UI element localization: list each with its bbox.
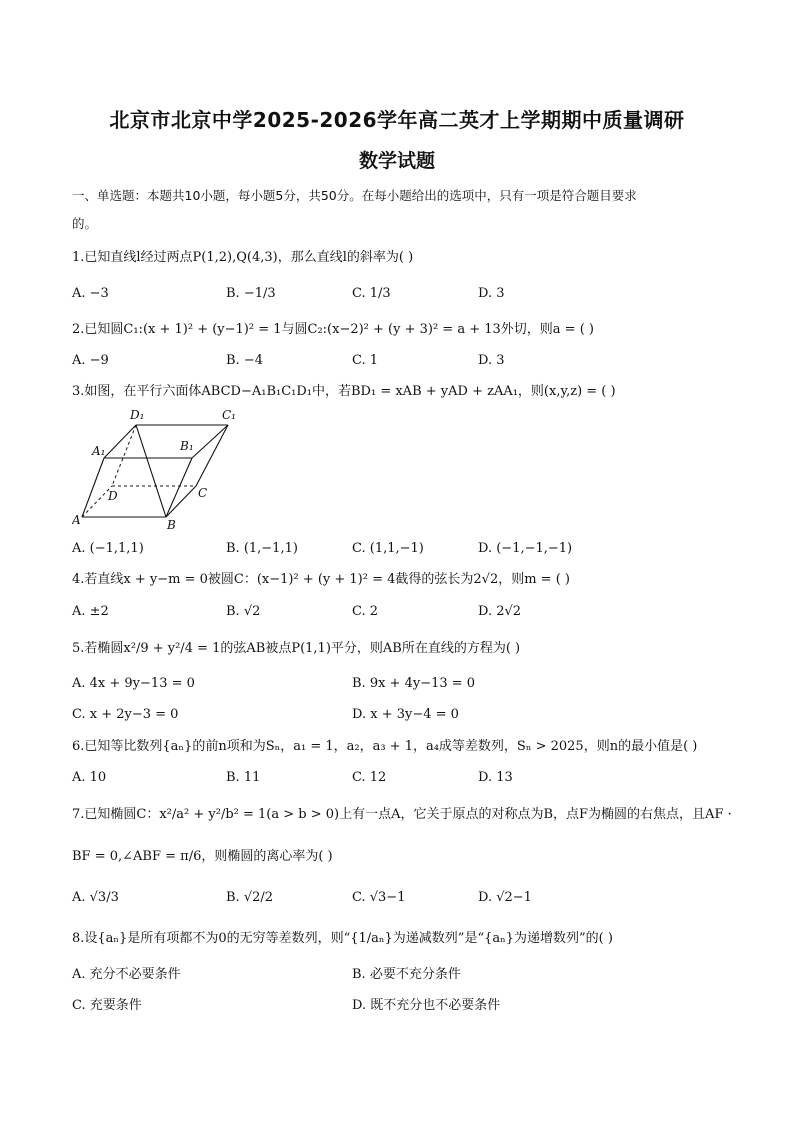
question-5-stem: 5.若椭圆x²/9 + y²/4 = 1的弦AB被点P(1,1)平分，则AB所在直线的方程为( ) bbox=[72, 641, 521, 656]
section-instructions-cont: 的。 bbox=[72, 216, 98, 231]
label-c1: C₁ bbox=[222, 408, 236, 422]
question-3-option-d: D. (−1,−1,−1) bbox=[478, 541, 573, 556]
question-2-option-d: D. 3 bbox=[478, 353, 505, 368]
question-5-option-a: A. 4x + 9y−13 = 0 bbox=[72, 676, 195, 691]
question-2-option-c: C. 1 bbox=[352, 353, 379, 368]
question-7-option-a: A. √3/3 bbox=[72, 890, 119, 905]
parallelepiped-figure bbox=[72, 408, 242, 533]
label-c: C bbox=[198, 486, 208, 500]
label-b: B bbox=[167, 518, 176, 532]
question-3-stem: 3.如图，在平行六面体ABCD−A₁B₁C₁D₁中，若BD₁ = xAB + yAD + zAA₁，则(x,y,z) = ( ) bbox=[72, 384, 616, 399]
label-d1: D₁ bbox=[130, 408, 145, 422]
question-5-option-c: C. x + 2y−3 = 0 bbox=[72, 707, 179, 722]
question-3-option-b: B. (1,−1,1) bbox=[226, 541, 298, 556]
label-d: D bbox=[108, 489, 118, 503]
question-6-stem: 6.已知等比数列{aₙ}的前n项和为Sₙ，a₁ = 1，a₂，a₃ + 1，a₄成等差数列，Sₙ > 2025，则n的最小值是( ) bbox=[72, 739, 698, 754]
question-7-stem-line1: 7.已知椭圆C：x²/a² + y²/b² = 1(a > b > 0)上有一点A，它关于原点的对称点为B，点F为椭圆的右焦点，且AF · bbox=[72, 807, 732, 822]
question-8-option-a: A. 充分不必要条件 bbox=[72, 967, 181, 982]
question-8-option-b: B. 必要不充分条件 bbox=[352, 967, 461, 982]
question-3-option-c: C. (1,1,−1) bbox=[352, 541, 424, 556]
question-4-option-c: C. 2 bbox=[352, 604, 379, 619]
label-b1: B₁ bbox=[180, 439, 194, 453]
question-6-option-b: B. 11 bbox=[226, 770, 261, 785]
question-4-option-b: B. √2 bbox=[226, 604, 261, 619]
question-2-option-b: B. −4 bbox=[226, 353, 263, 368]
question-1-option-a: A. −3 bbox=[72, 286, 109, 301]
section-instructions: 一、单选题：本题共10小题，每小题5分，共50分。在每小题给出的选项中，只有一项是符合题目要求 bbox=[72, 188, 637, 203]
question-6-option-a: A. 10 bbox=[72, 770, 107, 785]
question-1-option-c: C. 1/3 bbox=[352, 286, 391, 301]
question-7-option-c: C. √3−1 bbox=[352, 890, 406, 905]
question-6-option-d: D. 13 bbox=[478, 770, 513, 785]
question-7-stem-line2: BF = 0,∠ABF = π/6，则椭圆的离心率为( ) bbox=[72, 849, 333, 864]
question-4-stem: 4.若直线x + y−m = 0被圆C：(x−1)² + (y + 1)² = 4截得的弦长为2√2，则m = ( ) bbox=[72, 572, 570, 587]
question-2-option-a: A. −9 bbox=[72, 353, 109, 368]
label-a1: A₁ bbox=[92, 444, 106, 458]
question-3-option-a: A. (−1,1,1) bbox=[72, 541, 144, 556]
exam-subtitle: 数学试题 bbox=[358, 150, 435, 172]
question-6-option-c: C. 12 bbox=[352, 770, 387, 785]
question-1-option-d: D. 3 bbox=[478, 286, 505, 301]
question-8-option-c: C. 充要条件 bbox=[72, 998, 142, 1013]
question-5-option-b: B. 9x + 4y−13 = 0 bbox=[352, 676, 476, 691]
question-1-stem: 1.已知直线l经过两点P(1,2),Q(4,3)，那么直线l的斜率为( ) bbox=[72, 250, 414, 265]
question-2-stem: 2.已知圆C₁:(x + 1)² + (y−1)² = 1与圆C₂:(x−2)² + (y + 3)² = a + 13外切，则a = ( ) bbox=[72, 322, 594, 337]
label-a: A bbox=[72, 513, 81, 527]
question-7-option-d: D. √2−1 bbox=[478, 890, 532, 905]
question-8-stem: 8.设{aₙ}是所有项都不为0的无穷等差数列，则“{1/aₙ}为递减数列”是“{aₙ}为递增数列”的( ) bbox=[72, 931, 613, 946]
question-4-option-a: A. ±2 bbox=[72, 604, 109, 619]
question-1-option-b: B. −1/3 bbox=[226, 286, 276, 301]
exam-title: 北京市北京中学2025-2026学年高二英才上学期期中质量调研 bbox=[109, 108, 685, 132]
question-4-option-d: D. 2√2 bbox=[478, 604, 522, 619]
question-8-option-d: D. 既不充分也不必要条件 bbox=[352, 998, 501, 1013]
question-5-option-d: D. x + 3y−4 = 0 bbox=[352, 707, 459, 722]
question-7-option-b: B. √2/2 bbox=[226, 890, 274, 905]
